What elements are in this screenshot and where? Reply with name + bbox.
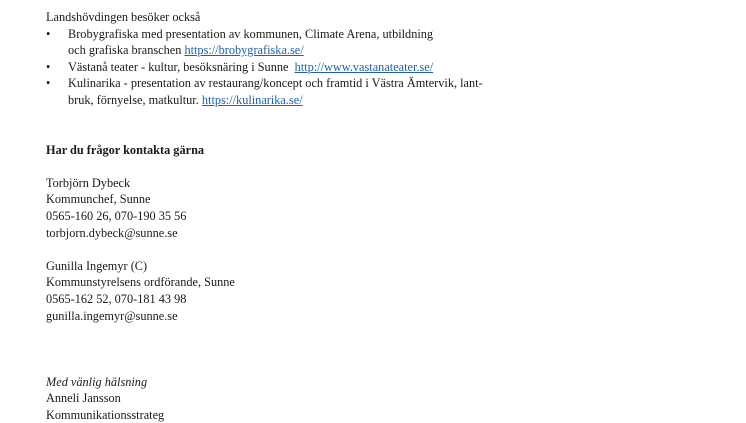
contact-block (46, 258, 736, 324)
list-item (46, 59, 736, 76)
visit-list (46, 26, 736, 109)
closing-title: Kommunikationsstrateg (46, 407, 165, 422)
closing-name: Anneli Jansson (46, 391, 121, 406)
contact-title: Kommunstyrelsens ordförande, Sunne (46, 275, 235, 290)
list-item-text: bruk, förnyelse, matkultur. (68, 92, 202, 107)
contact-name: Torbjörn Dybeck (46, 175, 131, 190)
document-page (46, 9, 736, 423)
bullet-glyph: • (46, 59, 51, 74)
contact-title: Kommunchef, Sunne (46, 192, 151, 207)
list-item (46, 75, 736, 108)
contact-email: gunilla.ingemyr@sunne.se (46, 308, 178, 323)
vastanateater-link[interactable]: http://www.vastanateater.se/ (294, 59, 434, 74)
contact-phone: 0565-160 26, 070-190 35 56 (46, 208, 187, 223)
list-item-text: Kulinarika - presentation av restaurang/koncept och framtid i Västra Ämtervik, lant- (68, 76, 483, 91)
contact-heading: Har du frågor kontakta gärna (46, 142, 205, 157)
kulinarika-link[interactable]: https://kulinarika.se/ (201, 92, 303, 107)
contact-phone: 0565-162 52, 070-181 43 98 (46, 291, 187, 306)
brobygrafiska-link[interactable]: https://brobygrafiska.se/ (184, 43, 304, 58)
bullet-glyph: • (46, 26, 51, 41)
closing-greeting: Med vänlig hälsning (46, 374, 148, 389)
list-item-text: och grafiska branschen (68, 43, 185, 58)
list-item-text: Västanå teater - kultur, besöksnäring i Sunne (68, 59, 295, 74)
contact-email: torbjorn.dybeck@sunne.se (46, 225, 178, 240)
contact-name: Gunilla Ingemyr (C) (46, 258, 148, 273)
list-item (46, 26, 736, 59)
bullet-glyph: • (46, 76, 51, 91)
intro-text: Landshövdingen besöker också (46, 10, 201, 24)
closing-block (46, 374, 736, 423)
contact-block (46, 175, 736, 241)
list-item-text: Brobygrafiska med presentation av kommunen, Climate Arena, utbildning (68, 26, 434, 41)
